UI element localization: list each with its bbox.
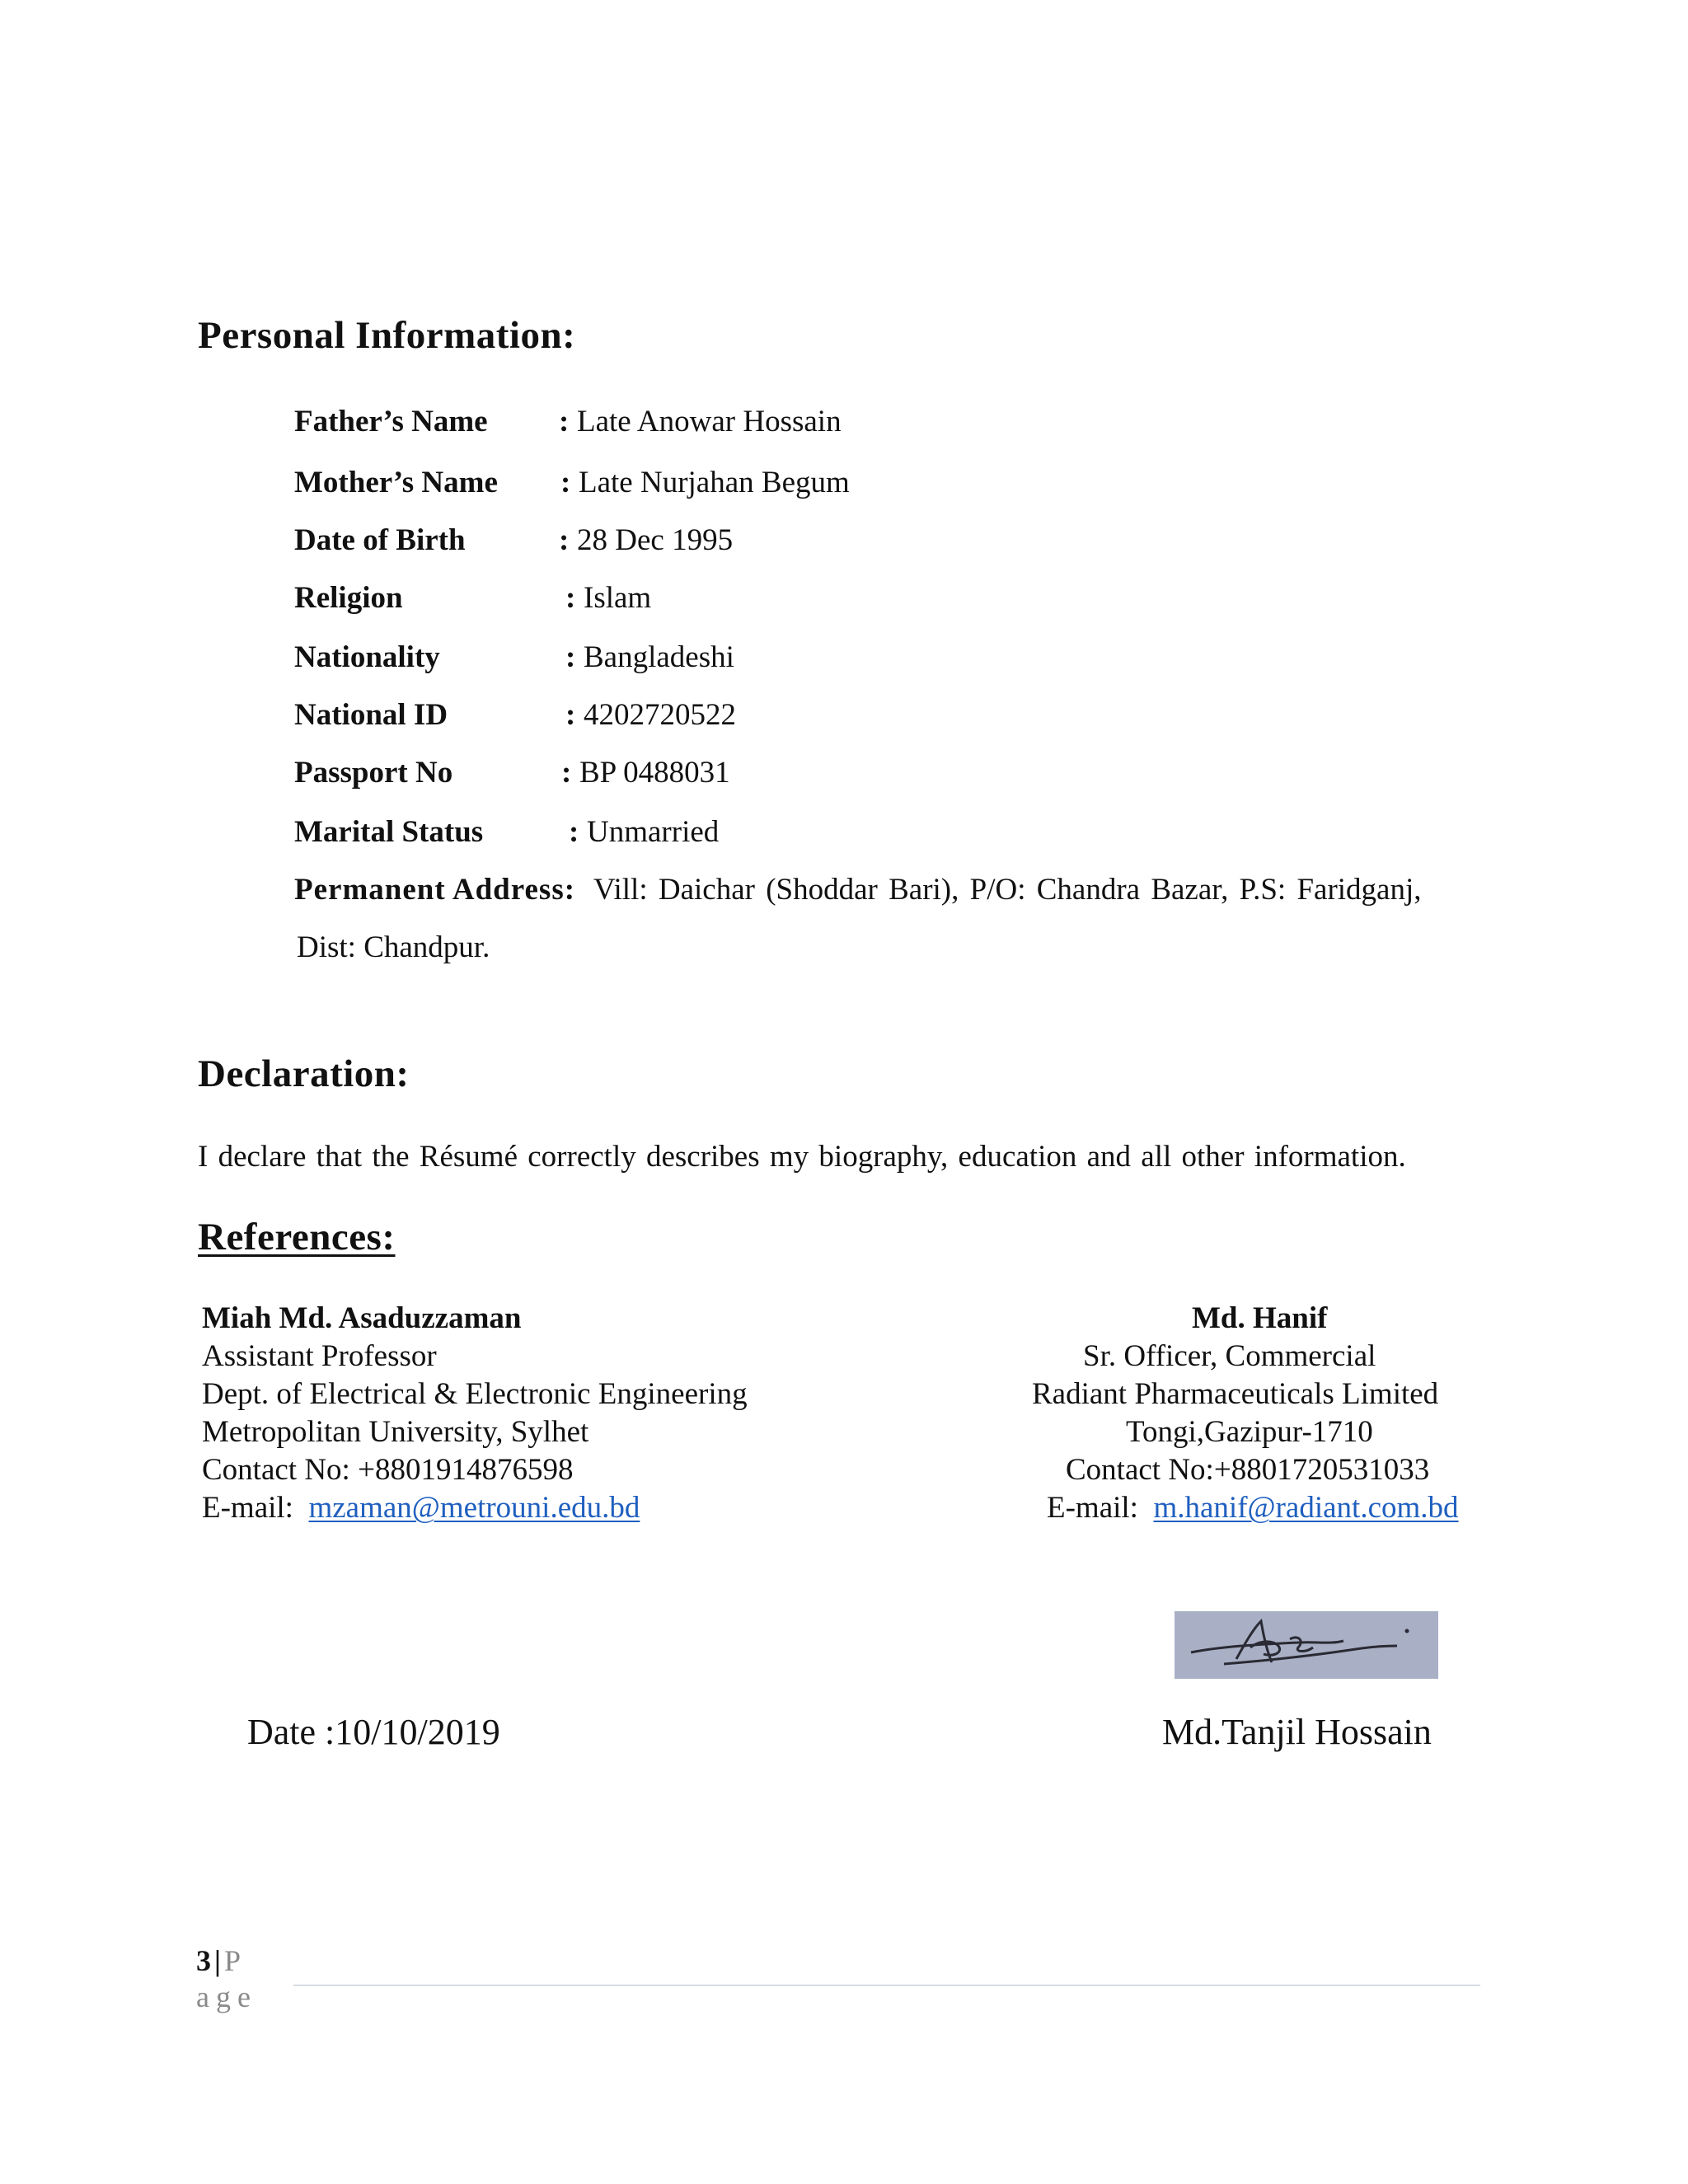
reference-org: Radiant Pharmaceuticals Limited bbox=[1032, 1377, 1439, 1411]
reference-email-row bbox=[202, 1490, 640, 1526]
page-number: 3 bbox=[196, 1944, 211, 1977]
footer-divider bbox=[293, 1985, 1480, 1986]
field-colon: : bbox=[569, 815, 579, 849]
address-line-1: Vill: Daichar (Shoddar Bari), P/O: Chandra Bazar, P.S: Faridganj, bbox=[593, 873, 1422, 907]
references-heading: References: bbox=[198, 1216, 396, 1258]
signature-scribble bbox=[1175, 1611, 1438, 1679]
field-colon: : bbox=[565, 698, 576, 732]
declaration-heading: Declaration: bbox=[198, 1052, 410, 1095]
field-value: Bangladeshi bbox=[584, 640, 734, 674]
field-value: BP 0488031 bbox=[579, 756, 730, 790]
field-label: Passport No bbox=[294, 756, 453, 790]
field-value: 28 Dec 1995 bbox=[577, 523, 734, 557]
signoff-date: Date :10/10/2019 bbox=[247, 1712, 500, 1752]
email-label: E-mail: bbox=[202, 1491, 293, 1525]
field-value: Late Anowar Hossain bbox=[577, 405, 842, 438]
page-word-end: age bbox=[196, 1980, 257, 2013]
field-colon: : bbox=[559, 523, 570, 557]
field-colon: : bbox=[559, 405, 570, 438]
signature-image bbox=[1175, 1611, 1438, 1679]
reference-name: Md. Hanif bbox=[1192, 1301, 1328, 1335]
field-value: Unmarried bbox=[587, 815, 720, 849]
reference-contact: Contact No: +8801914876598 bbox=[202, 1453, 574, 1487]
email-link[interactable]: mzaman@metrouni.edu.bd bbox=[308, 1491, 640, 1525]
field-label: Nationality bbox=[294, 640, 440, 674]
page-word-start: P bbox=[223, 1944, 241, 1977]
reference-dept: Dept. of Electrical & Electronic Engineering bbox=[202, 1377, 748, 1411]
reference-location: Tongi,Gazipur-1710 bbox=[1126, 1415, 1373, 1449]
field-label: Mother’s Name bbox=[294, 466, 498, 499]
reference-org: Metropolitan University, Sylhet bbox=[202, 1415, 589, 1449]
field-colon: : bbox=[561, 756, 572, 790]
field-label: Father’s Name bbox=[294, 405, 488, 438]
field-value: Late Nurjahan Begum bbox=[579, 466, 850, 499]
reference-email-row bbox=[1047, 1490, 1459, 1526]
reference-name: Miah Md. Asaduzzaman bbox=[202, 1301, 522, 1335]
reference-title: Sr. Officer, Commercial bbox=[1083, 1339, 1376, 1373]
field-label: Marital Status bbox=[294, 815, 484, 849]
field-label: Date of Birth bbox=[294, 523, 466, 557]
field-colon: : bbox=[565, 581, 576, 615]
declaration-text: I declare that the Résumé correctly describes my biography, education and all other information. bbox=[198, 1140, 1406, 1174]
reference-contact: Contact No:+8801720531033 bbox=[1066, 1453, 1430, 1487]
page-footer bbox=[196, 1943, 241, 1978]
email-link[interactable]: m.hanif@radiant.com.bd bbox=[1153, 1491, 1459, 1525]
field-colon: : bbox=[565, 640, 576, 674]
signer-name: Md.Tanjil Hossain bbox=[1162, 1712, 1432, 1752]
field-label: Religion bbox=[294, 581, 403, 615]
field-colon: : bbox=[560, 466, 571, 499]
field-label: National ID bbox=[294, 698, 448, 732]
personal-info-heading: Personal Information: bbox=[198, 314, 576, 357]
reference-title: Assistant Professor bbox=[202, 1339, 437, 1373]
field-label: Permanent Address: bbox=[294, 873, 576, 907]
email-label: E-mail: bbox=[1047, 1491, 1138, 1525]
page-separator: | bbox=[214, 1944, 221, 1977]
field-value: 4202720522 bbox=[584, 698, 736, 732]
field-value: Islam bbox=[584, 581, 652, 615]
address-line-2: Dist: Chandpur. bbox=[297, 930, 490, 964]
